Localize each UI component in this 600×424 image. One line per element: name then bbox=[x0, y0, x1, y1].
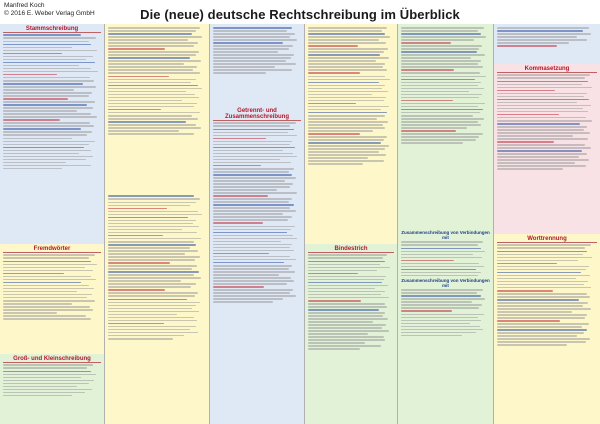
header bbox=[0, 0, 600, 26]
subsection-title: Zusammenschreibung von Verbindungen mit bbox=[401, 277, 490, 288]
section-text bbox=[3, 254, 101, 319]
column-2 bbox=[105, 24, 209, 424]
section-c5-upper bbox=[398, 24, 493, 229]
section-text bbox=[401, 27, 490, 144]
section-text bbox=[497, 74, 597, 170]
section-c5-lower bbox=[398, 229, 493, 424]
section-c2-lower bbox=[105, 194, 209, 424]
section-text bbox=[308, 27, 394, 165]
section-text bbox=[401, 289, 490, 336]
section-text bbox=[308, 254, 394, 350]
section-bindestrich bbox=[305, 244, 397, 424]
column-3 bbox=[210, 24, 304, 424]
section-getrennt-zusammen bbox=[210, 106, 304, 424]
section-text bbox=[108, 27, 206, 135]
page-title: Die (neue) deutsche Rechtschreibung im Überblick bbox=[140, 7, 460, 22]
section-title: Worttrennung bbox=[497, 236, 597, 243]
section-fremdwoerter bbox=[0, 244, 104, 354]
section-text bbox=[213, 122, 301, 302]
section-c3-top bbox=[210, 24, 304, 106]
section-title: Stammschreibung bbox=[3, 26, 101, 33]
section-text bbox=[497, 244, 597, 346]
section-text bbox=[108, 195, 206, 339]
section-text bbox=[3, 364, 101, 396]
column-4 bbox=[305, 24, 397, 424]
section-title: Bindestrich bbox=[308, 246, 394, 253]
section-c4-upper bbox=[305, 24, 397, 244]
section-c2-upper bbox=[105, 24, 209, 194]
column-5 bbox=[398, 24, 493, 424]
column-6 bbox=[494, 24, 600, 424]
section-gross-klein bbox=[0, 354, 104, 424]
section-text bbox=[213, 27, 301, 74]
section-text bbox=[401, 241, 490, 276]
column-1 bbox=[0, 24, 104, 424]
section-worttrennung bbox=[494, 234, 600, 424]
publisher-line: © 2016 E. Weber Verlag GmbH bbox=[4, 10, 95, 17]
section-title: Fremdwörter bbox=[3, 246, 101, 253]
section-title: Getrennt- und Zusammenschreibung bbox=[213, 108, 301, 121]
section-title: Groß- und Kleinschreibung bbox=[3, 356, 101, 363]
section-text bbox=[3, 34, 101, 169]
subsection-title: Zusammenschreibung von Verbindungen mit bbox=[401, 230, 490, 240]
section-stammschreibung bbox=[0, 24, 104, 244]
section-c6-top bbox=[494, 24, 600, 64]
section-text bbox=[497, 27, 597, 47]
author-name: Manfred Koch bbox=[4, 2, 45, 9]
reference-board bbox=[0, 24, 600, 424]
section-title: Kommasetzung bbox=[497, 66, 597, 73]
section-kommasetzung bbox=[494, 64, 600, 234]
